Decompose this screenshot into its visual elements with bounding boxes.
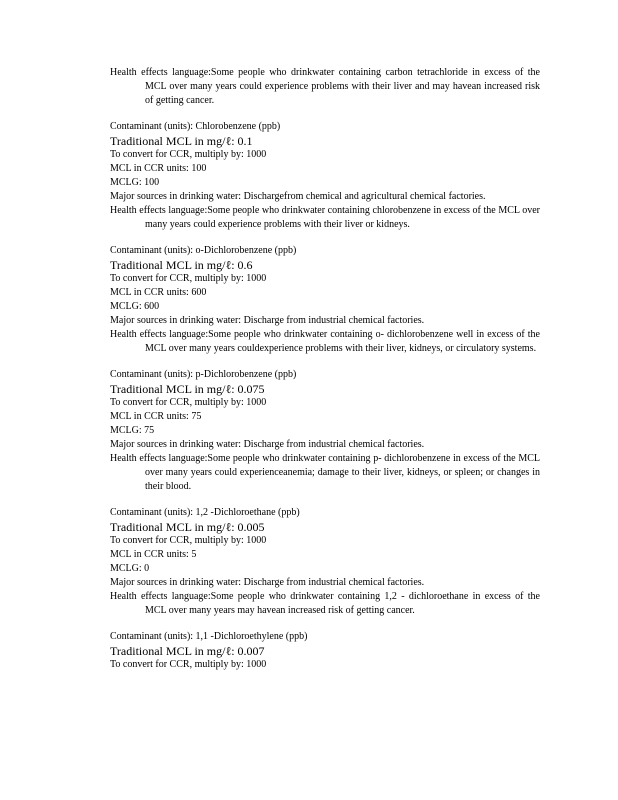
mcl-ccr-units: MCL in CCR units: 100	[110, 163, 207, 174]
health-effects-text: Health effects language:Some people who drinkwater containing o- dichlorobenzene well in excess of the MCL over many years couldexperience problems with their liver, kidneys, or circulatory systems.	[110, 329, 540, 354]
health-effects-text: Health effects language:Some people who drinkwater containing carbon tetrachloride in excess of the MCL over many years could experience problems with their liver and may havean increased risk of getting cancer.	[110, 67, 540, 106]
conversion-factor: To convert for CCR, multiply by: 1000	[110, 397, 267, 408]
traditional-mcl: Traditional MCL in mg/ℓ: 0.1	[110, 134, 253, 148]
health-effects-text: Health effects language:Some people who drinkwater containing p- dichlorobenzene in excess of the MCL over many years could experienceanemia; damage to their liver, kidneys, or spleen; or changes in their blood.	[110, 453, 540, 492]
carbon-tetrachloride-health-continuation	[110, 66, 540, 108]
contaminant-heading: Contaminant (units): Chlorobenzene (ppb)	[110, 121, 281, 132]
document-page	[110, 66, 540, 672]
contaminant-heading: Contaminant (units): p-Dichlorobenzene (ppb)	[110, 369, 297, 380]
contaminant-entry	[110, 368, 540, 494]
contaminant-heading: Contaminant (units): 1,1 -Dichloroethylene (ppb)	[110, 631, 308, 642]
health-effects-text: Health effects language:Some people who drinkwater containing chlorobenzene in excess of the MCL over many years could experience problems with their liver or kidneys.	[110, 205, 540, 230]
contaminant-heading: Contaminant (units): o-Dichlorobenzene (ppb)	[110, 245, 297, 256]
conversion-factor: To convert for CCR, multiply by: 1000	[110, 535, 267, 546]
traditional-mcl: Traditional MCL in mg/ℓ: 0.007	[110, 644, 265, 658]
conversion-factor: To convert for CCR, multiply by: 1000	[110, 273, 267, 284]
major-sources: Major sources in drinking water: Discharge from industrial chemical factories.	[110, 315, 425, 326]
conversion-factor: To convert for CCR, multiply by: 1000	[110, 659, 267, 670]
contaminant-heading: Contaminant (units): 1,2 -Dichloroethane (ppb)	[110, 507, 300, 518]
mcl-ccr-units: MCL in CCR units: 5	[110, 549, 197, 560]
contaminant-entry	[110, 506, 540, 618]
contaminant-entry	[110, 244, 540, 356]
major-sources: Major sources in drinking water: Discharge from industrial chemical factories.	[110, 439, 425, 450]
mclg-value: MCLG: 600	[110, 301, 160, 312]
mcl-ccr-units: MCL in CCR units: 600	[110, 287, 207, 298]
traditional-mcl: Traditional MCL in mg/ℓ: 0.6	[110, 258, 253, 272]
contaminant-entry	[110, 120, 540, 232]
conversion-factor: To convert for CCR, multiply by: 1000	[110, 149, 267, 160]
mclg-value: MCLG: 0	[110, 563, 150, 574]
mcl-ccr-units: MCL in CCR units: 75	[110, 411, 202, 422]
health-effects-text: Health effects language:Some people who drinkwater containing 1,2 - dichloroethane in excess of the MCL over many years may havean increased risk of getting cancer.	[110, 591, 540, 616]
contaminant-entry	[110, 630, 540, 672]
major-sources: Major sources in drinking water: Dischargefrom chemical and agricultural chemical factories.	[110, 191, 486, 202]
traditional-mcl: Traditional MCL in mg/ℓ: 0.005	[110, 520, 265, 534]
mclg-value: MCLG: 100	[110, 177, 160, 188]
mclg-value: MCLG: 75	[110, 425, 155, 436]
major-sources: Major sources in drinking water: Discharge from industrial chemical factories.	[110, 577, 425, 588]
traditional-mcl: Traditional MCL in mg/ℓ: 0.075	[110, 382, 265, 396]
